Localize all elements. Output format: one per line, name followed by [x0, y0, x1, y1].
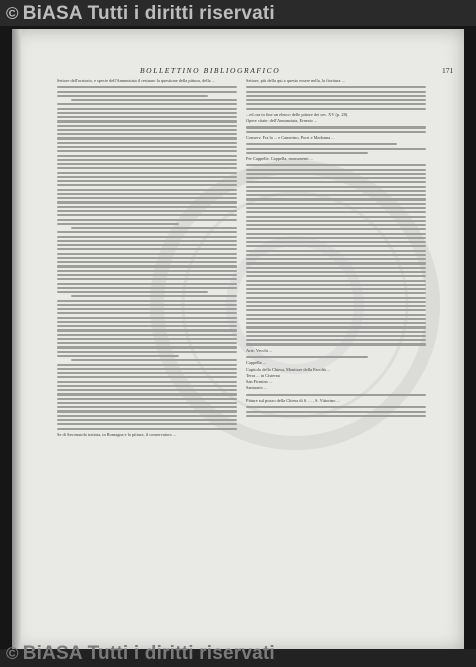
text-line — [57, 278, 237, 280]
text-line — [57, 381, 237, 383]
text-line — [57, 189, 237, 191]
text-line — [57, 291, 208, 293]
right-text-column — [246, 78, 426, 628]
text-line — [57, 283, 237, 285]
text-line — [57, 214, 237, 216]
top-banner — [0, 0, 476, 26]
text-line — [57, 261, 237, 263]
right-column-line: Settore, più della qui a questo essere nella, la fioritura ... — [246, 78, 345, 83]
text-line — [246, 250, 426, 252]
text-line — [246, 164, 426, 166]
text-line — [71, 295, 237, 297]
text-line — [57, 184, 237, 186]
text-line — [71, 359, 237, 361]
text-line — [246, 95, 426, 97]
text-line — [246, 91, 426, 93]
text-line — [57, 244, 237, 246]
text-line — [57, 321, 237, 323]
text-line — [57, 346, 237, 348]
text-line — [57, 428, 237, 430]
text-line — [246, 309, 426, 311]
text-line — [246, 284, 426, 286]
text-line — [246, 356, 368, 358]
page-binding-edge — [12, 29, 21, 651]
text-line — [57, 142, 237, 144]
text-line — [246, 143, 397, 145]
right-column-line: Pitture sul pozzo della Chiesa di S. ... , S. Vittorino ... — [246, 397, 340, 403]
text-line — [57, 193, 237, 195]
text-line — [57, 231, 237, 233]
text-line — [246, 339, 426, 341]
text-line — [246, 228, 426, 230]
text-line — [246, 220, 426, 222]
text-line — [246, 190, 426, 192]
text-line — [57, 112, 237, 114]
text-line — [246, 186, 426, 188]
right-column-line: Opere citate: dell'Annunziata, Ernesto ... — [246, 118, 318, 124]
copyright-symbol: © — [6, 644, 19, 663]
text-line — [57, 116, 237, 118]
text-line — [57, 180, 237, 182]
text-line — [246, 271, 426, 273]
text-line — [246, 314, 426, 316]
right-column-line: San Firmino ... — [246, 379, 273, 385]
text-line — [57, 197, 237, 199]
text-line — [57, 372, 237, 374]
text-line — [57, 163, 237, 165]
text-line — [57, 385, 237, 387]
left-column-paragraph-1: Settore dell'oratorio, e specie dell'Annunziata il restauro la questione della pittura, della ... — [57, 78, 216, 83]
text-line — [57, 304, 237, 306]
text-line — [246, 224, 426, 226]
text-line — [246, 194, 426, 196]
text-line — [57, 236, 237, 238]
text-line — [57, 210, 237, 212]
text-line — [246, 198, 426, 200]
text-line — [246, 318, 426, 320]
text-line — [246, 86, 426, 88]
right-column-line: Conserv. Fra la ... e Camerino, Porri e Madonna ... — [246, 134, 335, 140]
copyright-banner-bottom — [6, 643, 275, 665]
right-column-line: Per Cappelle, Cappella, monumenti ... — [246, 156, 313, 162]
right-column-line: Capitolo della Chiesa, Monitore della Facoltà ... — [246, 366, 331, 372]
text-line — [57, 317, 237, 319]
text-line — [246, 237, 426, 239]
text-line — [246, 203, 426, 205]
text-line — [57, 287, 237, 289]
text-line — [57, 423, 237, 425]
text-line — [246, 297, 426, 299]
text-line — [246, 275, 426, 277]
copyright-symbol: © — [6, 4, 19, 23]
text-line — [57, 201, 237, 203]
text-line — [57, 150, 237, 152]
text-line — [57, 308, 237, 310]
text-line — [57, 108, 237, 110]
text-line — [246, 241, 426, 243]
text-line — [57, 103, 237, 105]
text-line — [57, 398, 237, 400]
text-line — [57, 120, 237, 122]
right-column-line: Santuario ... — [246, 385, 268, 391]
text-line — [246, 411, 426, 413]
text-line — [246, 173, 426, 175]
text-line — [246, 169, 426, 171]
text-line — [57, 338, 237, 340]
text-line — [57, 312, 237, 314]
right-column-line: Terra ... in Cisterna — [246, 372, 280, 378]
text-line — [246, 262, 426, 264]
text-line — [57, 300, 237, 302]
text-line — [57, 206, 237, 208]
text-line — [57, 406, 237, 408]
text-line — [57, 223, 179, 225]
right-column-line: Cappella ... — [246, 360, 266, 366]
text-line — [57, 393, 237, 395]
text-line — [57, 410, 237, 412]
text-line — [246, 301, 426, 303]
text-line — [57, 389, 237, 391]
text-line — [57, 95, 208, 97]
text-line — [246, 258, 426, 260]
text-line — [246, 99, 426, 101]
text-line — [57, 257, 237, 259]
right-column-line: ...ed ora in fine un elenco delle pitture dei sec. XV (p. 28). — [246, 111, 349, 117]
text-line — [246, 288, 426, 290]
text-line — [57, 325, 237, 327]
text-line — [57, 125, 237, 127]
copyright-text: BiASA Tutti i diritti riservati — [22, 3, 275, 24]
text-line — [57, 129, 237, 131]
text-line — [246, 126, 426, 128]
text-line — [246, 207, 426, 209]
text-line — [246, 245, 426, 247]
text-line — [57, 176, 237, 178]
text-line — [246, 292, 426, 294]
text-line — [57, 240, 237, 242]
text-line — [57, 172, 237, 174]
text-line — [246, 216, 426, 218]
text-line — [57, 355, 179, 357]
text-line — [246, 331, 426, 333]
text-line — [57, 248, 237, 250]
text-line — [57, 219, 237, 221]
text-line — [246, 305, 426, 307]
text-line — [57, 274, 237, 276]
text-line — [246, 394, 426, 396]
text-line — [57, 415, 237, 417]
text-line — [57, 376, 237, 378]
text-line — [57, 342, 237, 344]
text-line — [57, 364, 237, 366]
text-line — [246, 233, 426, 235]
text-line — [246, 335, 426, 337]
text-line — [246, 267, 426, 269]
copyright-text: BiASA Tutti i diritti riservati — [22, 643, 275, 664]
right-column-line: Arte, Vecchi ... — [246, 347, 273, 353]
text-line — [71, 227, 237, 229]
text-line — [57, 270, 237, 272]
text-line — [246, 152, 368, 154]
text-line — [57, 419, 237, 421]
text-line — [246, 326, 426, 328]
text-line — [246, 211, 426, 213]
text-line — [57, 146, 237, 148]
text-line — [246, 322, 426, 324]
text-line — [57, 91, 237, 93]
running-head: BOLLETTINO BIBLIOGRAFICO — [140, 66, 281, 75]
text-line — [57, 133, 237, 135]
text-line — [246, 148, 426, 150]
text-line — [246, 177, 426, 179]
text-line — [57, 265, 237, 267]
bottom-banner — [0, 643, 476, 667]
text-line — [246, 254, 426, 256]
copyright-banner — [6, 3, 275, 25]
text-line — [57, 167, 237, 169]
text-line — [57, 155, 237, 157]
text-line — [246, 280, 426, 282]
text-line — [246, 181, 426, 183]
text-line — [57, 159, 237, 161]
text-line — [246, 131, 426, 133]
text-line — [57, 86, 237, 88]
text-line — [71, 99, 237, 101]
text-line — [246, 103, 426, 105]
text-line — [246, 108, 426, 110]
text-line — [57, 402, 237, 404]
text-line — [246, 343, 426, 345]
left-column-paragraph-2: Se di Savonarola trattata, in Romagna e la pittura, il conservatoro ... — [57, 431, 177, 437]
text-line — [57, 351, 237, 353]
text-line — [57, 253, 237, 255]
text-line — [57, 334, 237, 336]
left-text-column — [57, 78, 237, 628]
text-line — [57, 368, 237, 370]
text-line — [57, 329, 237, 331]
page-number: 171 — [442, 66, 454, 75]
text-line — [57, 137, 237, 139]
text-line — [246, 406, 426, 408]
text-line — [246, 415, 426, 417]
